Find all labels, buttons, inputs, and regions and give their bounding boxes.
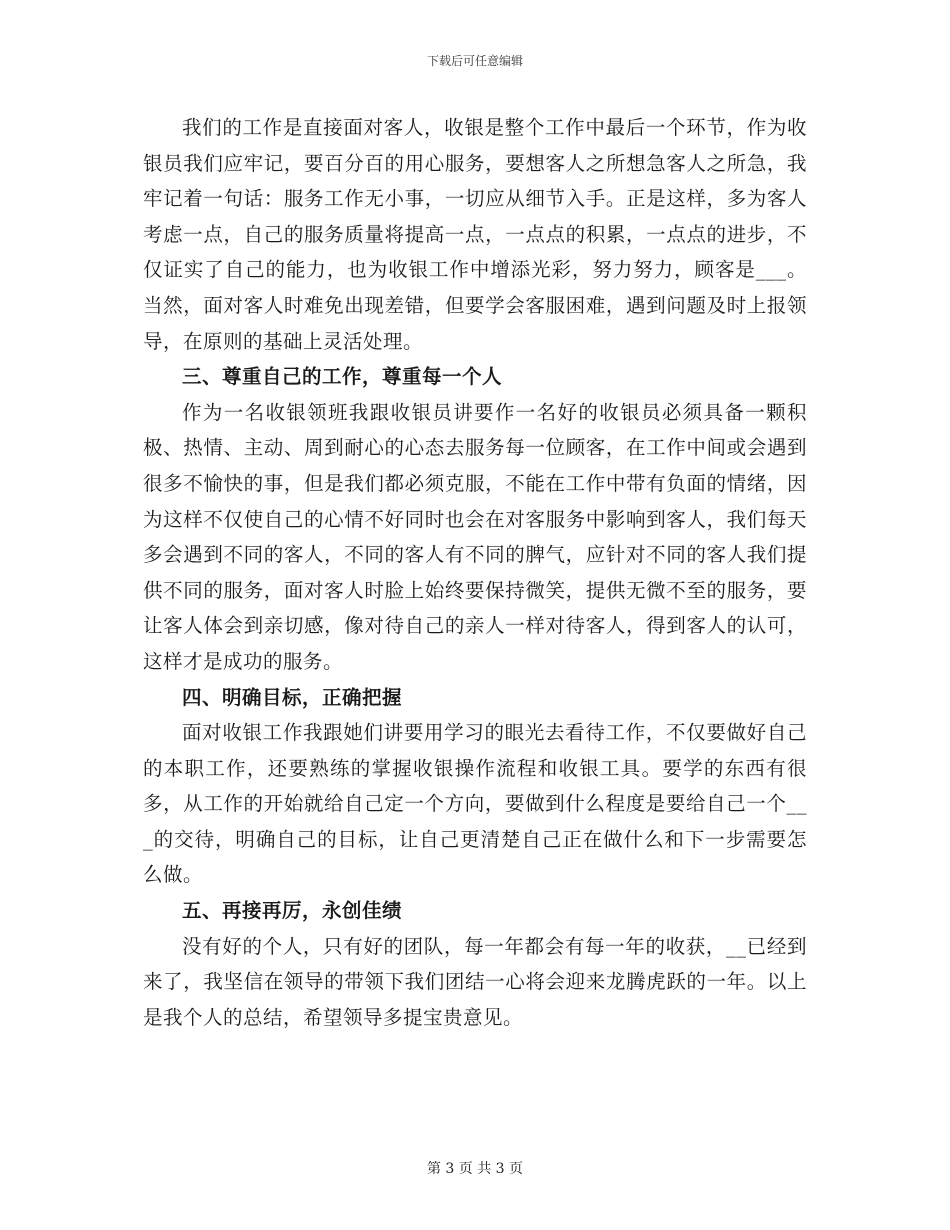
- paragraph-service: 我们的工作是直接面对客人，收银是整个工作中最后一个环节，作为收银员我们应牢记，要百分百的用心服务，要想客人之所想急客人之所急，我牢记着一句话：服务工作无小事，一切应从细节入手。正是这样，多为客人考虑一点，自己的服务质量将提高一点，一点点的积累，一点点的进步，不仅证实了自己的能力，也为收银工作中增添光彩，努力努力，顾客是___。当然，面对客人时难免出现差错，但要学会客服困难，遇到问题及时上报领导，在原则的基础上灵活处理。: [143, 116, 807, 353]
- section-heading-goals: 四、明确目标，正确把握: [182, 685, 403, 709]
- section-heading-respect: 三、尊重自己的工作，尊重每一个人: [182, 365, 503, 389]
- page-header: 下载后可任意编辑: [426, 54, 523, 68]
- page-number: 第 3 页 共 3 页: [426, 1161, 524, 1177]
- paragraph-goals: 面对收银工作我跟她们讲要用学习的眼光去看待工作，不仅要做好自己的本职工作，还要熟练的掌握收银操作流程和收银工具。要学的东西有很多，从工作的开始就给自己定一个方向，要做到什么程度是要给自己一个___的交待，明确自己的目标，让自己更清楚自己正在做什么和下一步需要怎么做。: [143, 721, 807, 887]
- paragraph-closing: 没有好的个人，只有好的团队，每一年都会有每一年的收获，__已经到来了，我坚信在领导的带领下我们团结一心将会迎来龙腾虎跃的一年。以上是我个人的总结，希望领导多提宝贵意见。: [143, 934, 807, 1029]
- section-heading-achievements: 五、再接再厉，永创佳绩: [182, 899, 403, 923]
- paragraph-respect: 作为一名收银领班我跟收银员讲要作一名好的收银员必须具备一颗积极、热情、主动、周到耐心的心态去服务每一位顾客，在工作中间或会遇到很多不愉快的事，但是我们都必须克服，不能在工作中带有负面的情绪，因为这样不仅使自己的心情不好同时也会在对客服务中影响到客人，我们每天多会遇到不同的客人，不同的客人有不同的脾气，应针对不同的客人我们提供不同的服务，面对客人时脸上始终要保持微笑，提供无微不至的服务，要让客人体会到亲切感，像对待自己的亲人一样对待客人，得到客人的认可，这样才是成功的服务。: [143, 400, 807, 673]
- document-body: [143, 110, 807, 1035]
